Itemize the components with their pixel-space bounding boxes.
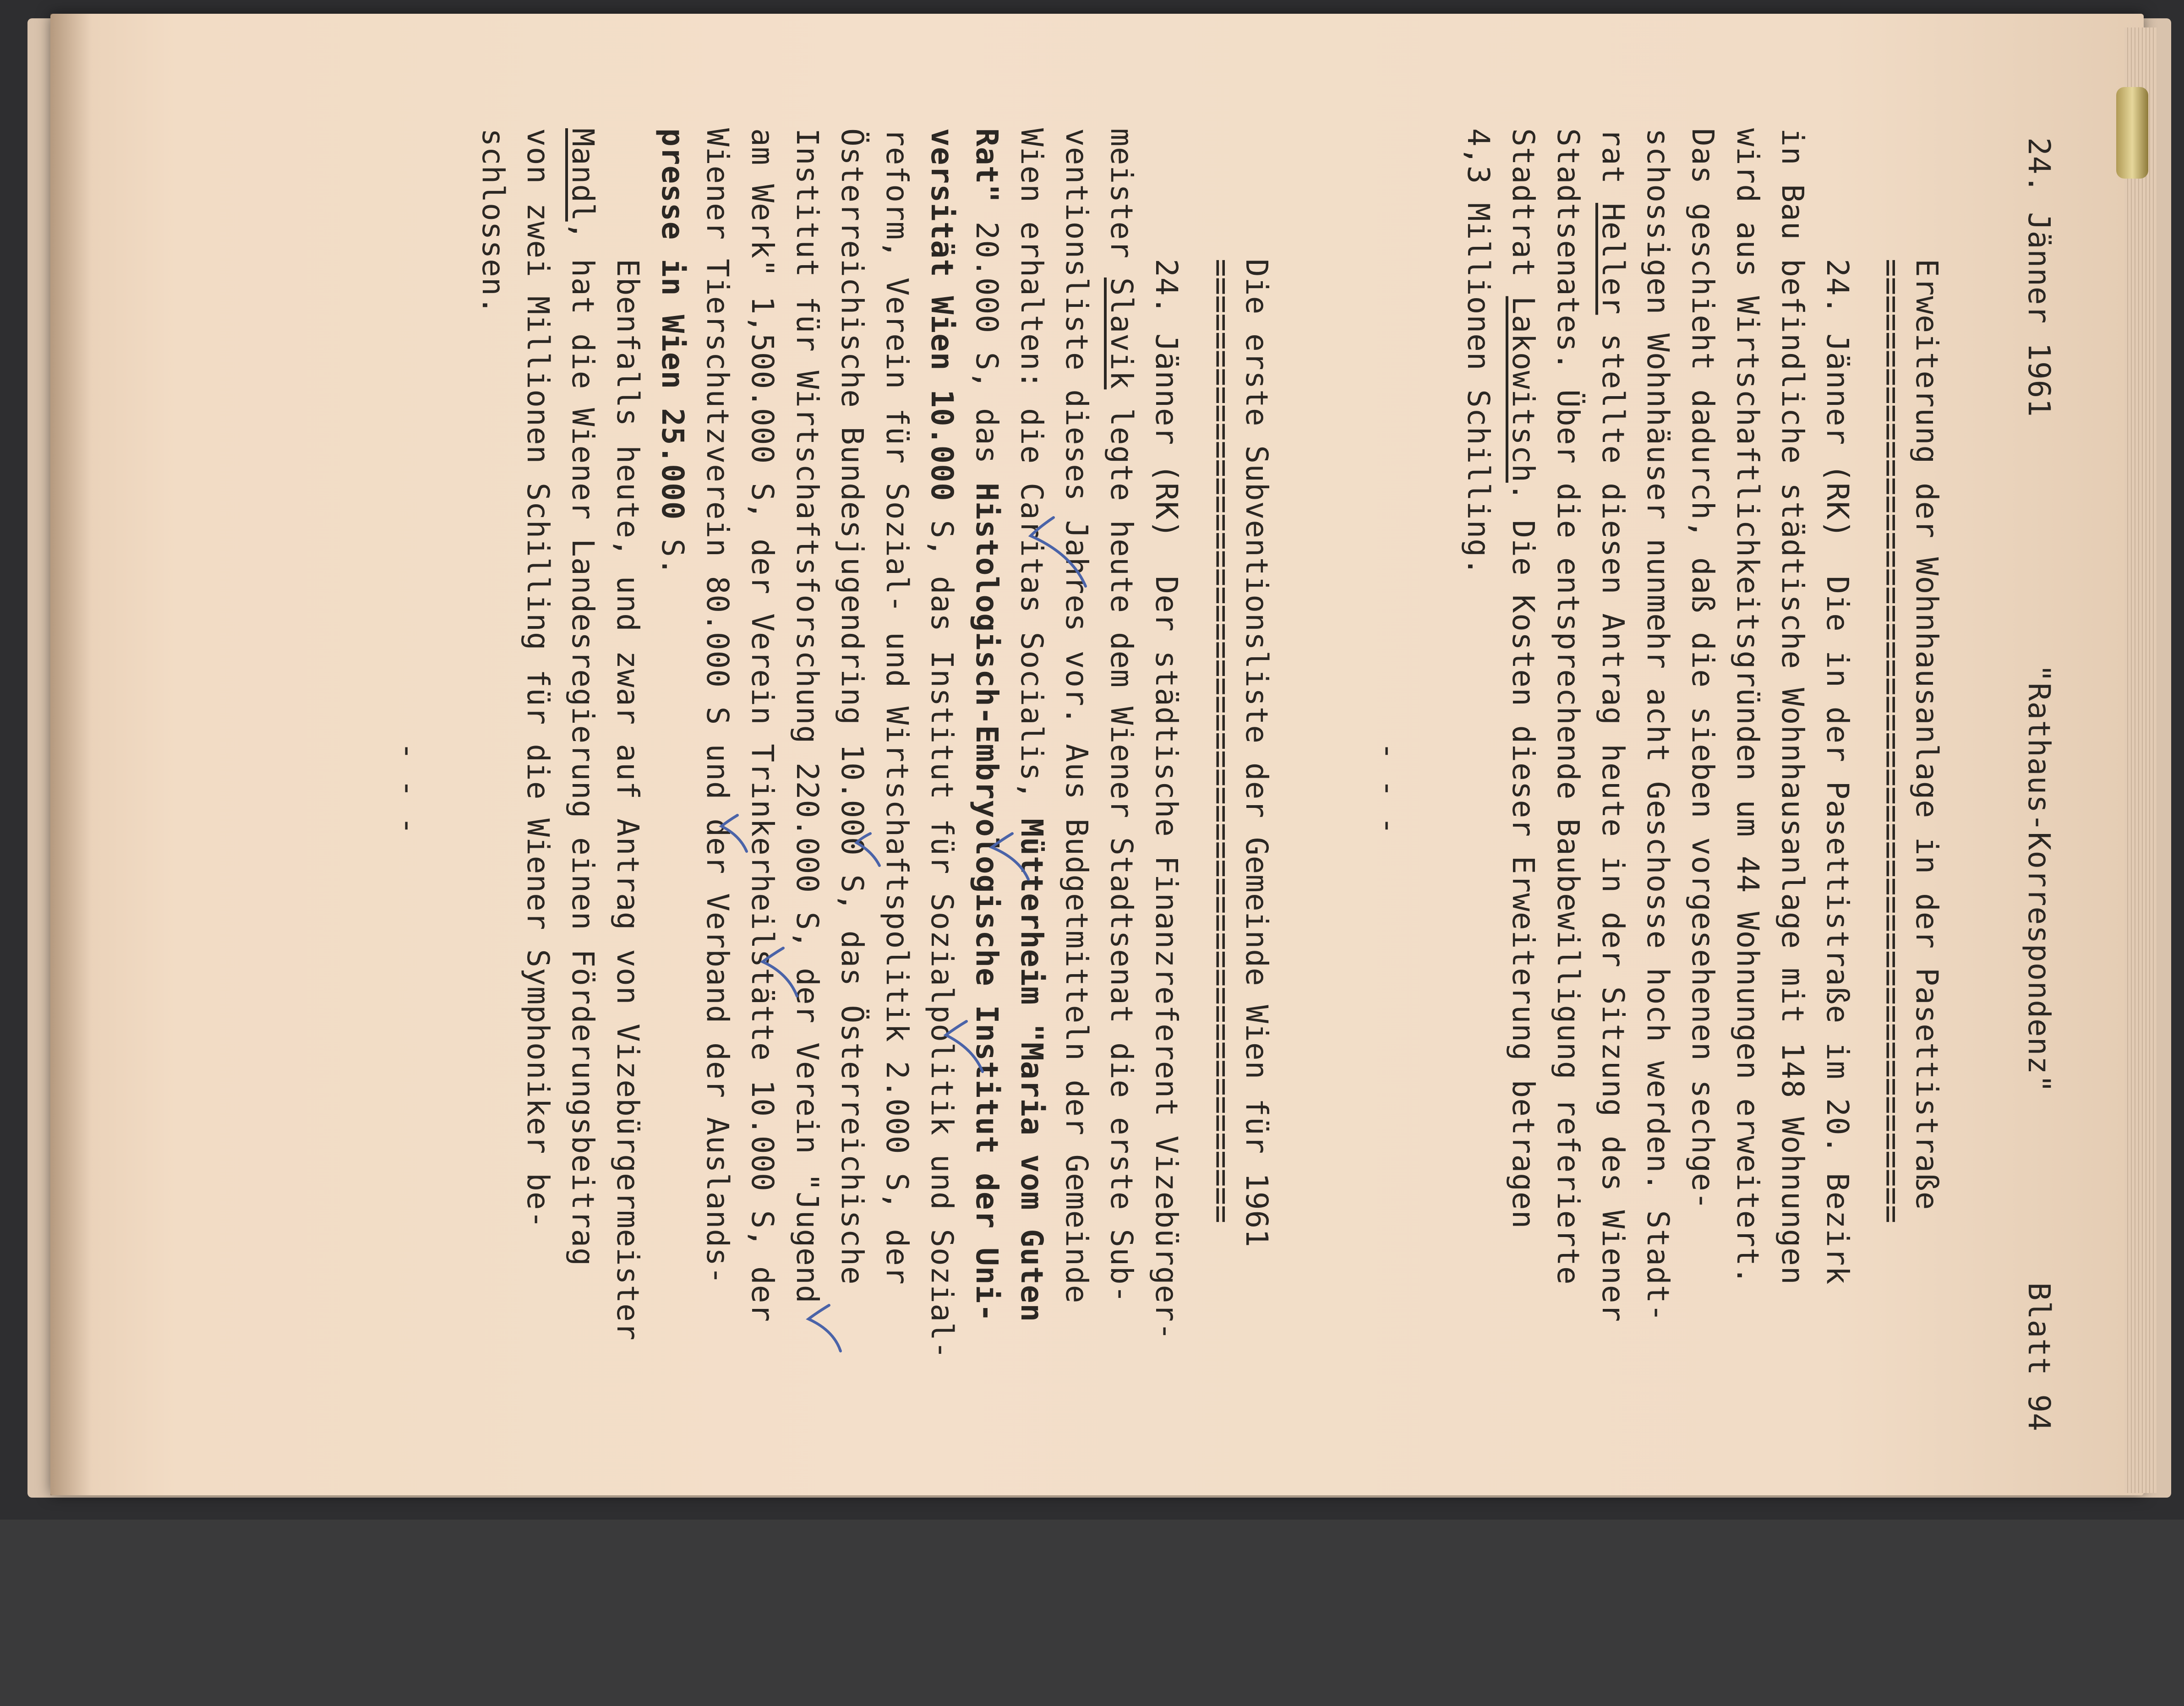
article2-title: Die erste Subventionsliste der Gemeinde Wien für 1961 [1239, 259, 1274, 1248]
article2-line: Wiener Tierschutzverein 80.000 S und der Verband der Auslands- [700, 128, 735, 1285]
article2-line: von zwei Millionen Schilling für die Wiener Symphoniker be- [520, 128, 556, 1229]
article2-line: am Werk" 1,500.000 S, der Verein Trinkerheilstätte 10.000 S, der [745, 128, 780, 1323]
header-sheet-number: Blatt 94 [2021, 1282, 2057, 1432]
article2-line: Rat" 20.000 S, das Histologisch-Embryologische Institut der Uni- [969, 128, 1005, 1323]
book-gutter-shadow [50, 14, 92, 1495]
header-publication: "Rathaus-Korrespondenz" [2021, 664, 2057, 1093]
article1-title-underline: ===================================================== [1874, 259, 1909, 1223]
article1-line: 24. Jänner (RK) Die in der Pasettistraße im 20. Bezirk [1820, 259, 1855, 1285]
typed-text-block [92, 92, 2061, 1511]
article2-title-underline: ===================================================== [1204, 259, 1239, 1223]
article2-line: Ebenfalls heute, und zwar auf Antrag von Vizebürgermeister [610, 259, 645, 1341]
article2-line: meister Slavik legte heute dem Wiener Stadtsenat die erste Sub- [1104, 128, 1139, 1304]
article2-line: Wien erhalten: die Caritas Socialis, Mütterheim "Maria vom Guten [1014, 128, 1049, 1323]
article2-line: 24. Jänner (RK) Der städtische Finanzreferent Vizebürger- [1149, 259, 1184, 1341]
article1-line: 4,3 Millionen Schilling. [1461, 128, 1496, 576]
article2-line: versität Wien 10.000 S, das Institut für Sozialpolitik und Sozial- [924, 128, 960, 1360]
header-date: 24. Jänner 1961 [2021, 137, 2057, 418]
article2-line: schlossen. [475, 128, 511, 315]
article2-line: Mandl, hat die Wiener Landesregierung einen Förderungsbeitrag [565, 128, 601, 1266]
underlined-name: Lakowitsch [1506, 296, 1541, 483]
article1-line: Stadtsenates. Über die entsprechende Baubewilligung referierte [1551, 128, 1586, 1285]
article2-line: presse in Wien 25.000 S. [655, 128, 690, 576]
article1-line: schossigen Wohnhäuser nunmehr acht Geschosse hoch werden. Stadt- [1640, 128, 1676, 1323]
underlined-name: Mandl [565, 128, 601, 222]
underlined-name: Heller [1595, 202, 1631, 315]
article1-line: wird aus Wirtschaftlichkeitsgründen um 44 Wohnungen erweitert. [1730, 128, 1765, 1285]
article1-line: Stadtrat Lakowitsch. Die Kosten dieser Erweiterung betragen [1506, 128, 1541, 1229]
page-stack-edges [2124, 27, 2157, 1493]
article2-line: Institut für Wirtschaftsforschung 220.000 S, der Verein "Jugend [790, 128, 825, 1304]
article1-line: Das geschieht dadurch, daß die sieben vorgesehenen sechge- [1685, 128, 1720, 1210]
article2-line: ventionsliste dieses Jahres vor. Aus Budgetmitteln der Gemeinde [1059, 128, 1094, 1304]
article1-separator: - - - [1371, 742, 1406, 835]
article2-line: Österreichische Bundesjugendring 10.000 S, das Österreichische [835, 128, 870, 1285]
bookmark-tab [2116, 87, 2148, 179]
article2-separator: - - - [391, 742, 426, 835]
article1-line: rat Heller stellte diesen Antrag heute in der Sitzung des Wiener [1595, 128, 1631, 1323]
underlined-name: Slavik [1104, 277, 1139, 390]
article1-title: Erweiterung der Wohnhausanlage in der Pasettistraße [1909, 259, 1944, 1210]
pen-check-mark-5 [808, 1305, 841, 1351]
article2-line: reform, Verein für Sozial- und Wirtschaftspolitik 2.000 S, der [879, 128, 915, 1285]
article1-line: in Bau befindliche städtische Wohnhausanlage mit 148 Wohnungen [1775, 128, 1810, 1285]
